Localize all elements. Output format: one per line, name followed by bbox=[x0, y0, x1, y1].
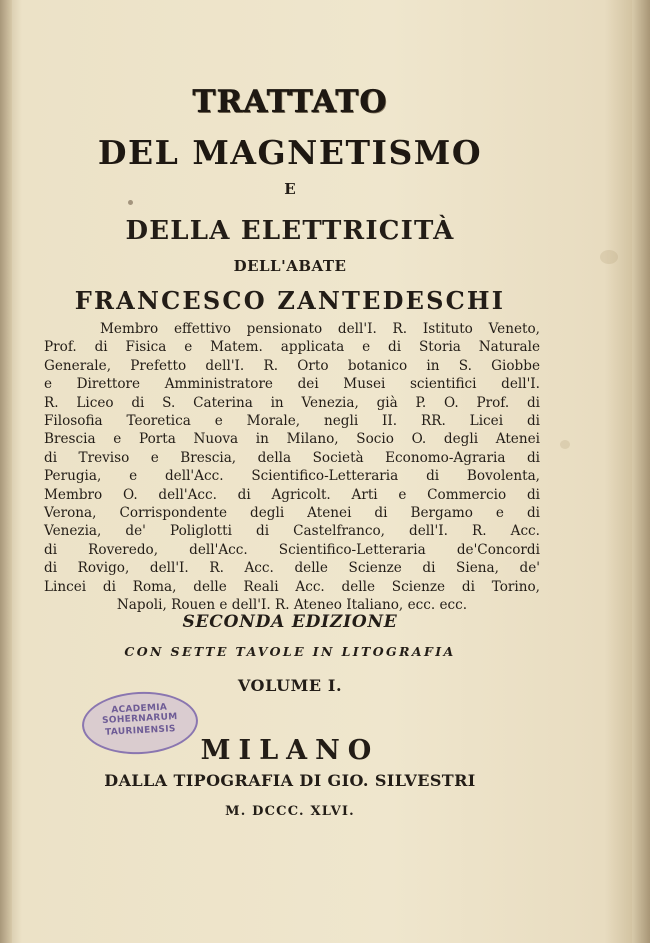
credentials-line: Filosofia Teoretica e Morale, negli II. RR. Licei di bbox=[44, 413, 540, 430]
credentials-line: Venezia, de' Poliglotti di Castelfranco, dell'I. R. Acc. bbox=[44, 523, 540, 540]
author-credentials bbox=[44, 320, 540, 615]
plates-note: CON SETTE TAVOLE IN LITOGRAFIA bbox=[124, 644, 456, 659]
credentials-line: Brescia e Porta Nuova in Milano, Socio O. degli Atenei bbox=[44, 431, 540, 448]
stamp-line: TAURINENSIS bbox=[104, 724, 176, 738]
title-conjunction: E bbox=[284, 180, 296, 198]
credentials-line: Membro O. dell'Acc. di Agricolt. Arti e Commercio di bbox=[44, 486, 540, 503]
credentials-line: di Treviso e Brescia, della Società Economo-Agraria di bbox=[44, 449, 540, 466]
stamp-line: ACADEMIA bbox=[111, 702, 168, 716]
byline: DELL'ABATE bbox=[233, 257, 347, 275]
imprint-date: M. DCCC. XLVI. bbox=[225, 804, 355, 819]
imprint-city: MILANO bbox=[200, 735, 380, 766]
credentials-line: e Direttore Amministratore dei Musei scientifici dell'I. bbox=[44, 376, 540, 393]
credentials-line: Prof. di Fisica e Matem. applicata e di Storia Naturale bbox=[44, 339, 540, 356]
credentials-line: R. Liceo di S. Caterina in Venezia, già P. O. Prof. di bbox=[44, 394, 540, 411]
credentials-line: di Rovigo, dell'I. R. Acc. delle Scienze di Siena, de' bbox=[44, 560, 540, 577]
title-page-content bbox=[40, 0, 540, 943]
credentials-line: Verona, Corrispondente degli Atenei di Bergamo e di bbox=[44, 505, 540, 522]
credentials-line: di Roveredo, dell'Acc. Scientifico-Letteraria de'Concordi bbox=[44, 541, 540, 558]
volume-label: VOLUME I. bbox=[237, 676, 343, 695]
foxing-spot bbox=[600, 250, 618, 264]
title-line-2: DEL MAGNETISMO bbox=[97, 133, 483, 172]
title-line-3: DELLA ELETTRICITÀ bbox=[125, 216, 455, 246]
imprint-publisher: DALLA TIPOGRAFIA DI GIO. SILVESTRI bbox=[104, 771, 476, 790]
page-gutter bbox=[0, 0, 12, 943]
credentials-line: Lincei di Roma, delle Reali Acc. delle Scienze di Torino, bbox=[44, 578, 540, 595]
stamp-line: SOHERNARUM bbox=[101, 712, 178, 726]
title-line-1: TRATTATO bbox=[192, 84, 388, 120]
edition-label: SECONDA EDIZIONE bbox=[182, 612, 398, 632]
page-fore-edge bbox=[632, 0, 650, 943]
foxing-spot bbox=[560, 440, 570, 449]
credentials-line: Perugia, e dell'Acc. Scientifico-Letteraria di Bovolenta, bbox=[44, 468, 540, 485]
author-name: FRANCESCO ZANTEDESCHI bbox=[74, 286, 506, 315]
credentials-line: Generale, Prefetto dell'I. R. Orto botanico in S. Giobbe bbox=[44, 357, 540, 374]
credentials-line: Napoli, Rouen e dell'I. R. Ateneo Italiano, ecc. ecc. bbox=[116, 597, 468, 614]
credentials-line: Membro effettivo pensionato dell'I. R. Istituto Veneto, bbox=[100, 321, 540, 337]
